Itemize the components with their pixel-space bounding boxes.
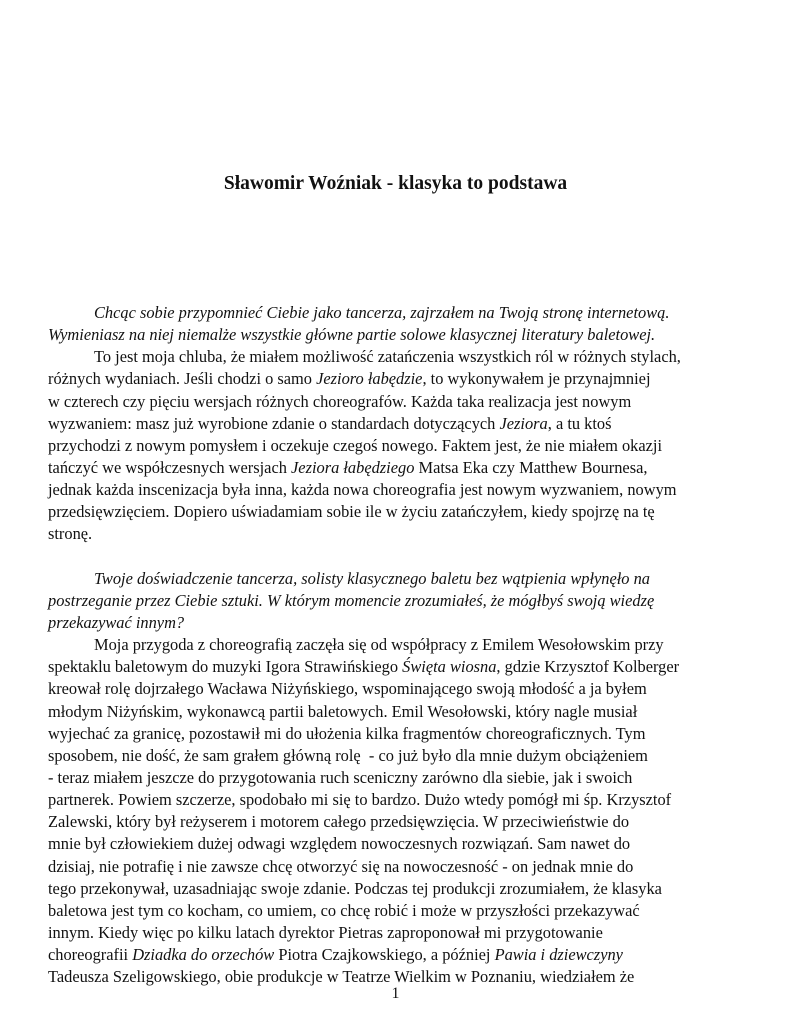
question-paragraph-1: [48, 302, 758, 346]
text-line: baletowa jest tym co kocham, co umiem, co chcę robić i może w przyszłości przekazywać: [48, 900, 640, 920]
text-line: jednak każda inscenizacja była inna, każda nowa choreografia jest nowym wyzwaniem, nowym: [48, 480, 677, 500]
text-line: mnie był człowiekiem dużej odwagi względem nowoczesnych rozwiązań. Sam nawet do: [48, 834, 631, 854]
page-number: 1: [391, 985, 400, 1002]
text-line: - teraz miałem jeszcze do przygotowania ruch sceniczny zarówno dla siebie, jak i swoich: [48, 767, 633, 787]
article-body: [48, 302, 758, 988]
text-line: Tadeusza Szeligowskiego, obie produkcje w Teatrze Wielkim w Poznaniu, wiedziałem że: [48, 967, 635, 987]
question-text: Twoje doświadczenie tancerza, solisty klasycznego baletu bez wątpienia wpłynęło na: [94, 568, 650, 588]
work-title: Jeziora łabędziego: [291, 457, 415, 477]
text-span: spektaklu baletowym do muzyki Igora Strawińskiego: [48, 657, 403, 677]
work-title: Święta wiosna: [402, 657, 497, 677]
text-line: dzisiaj, nie potrafię i nie zawsze chcę otworzyć się na nowoczesność - on jednak mnie do: [48, 856, 634, 876]
work-title: Jeziora: [499, 413, 548, 433]
text-line: sposobem, nie dość, że sam grałem główną rolę - co już było dla mnie dużym obciążeniem: [48, 745, 648, 765]
text-line: [48, 612, 758, 634]
text-line: Zalewski, który był reżyserem i motorem całego przedsięwzięcia. W przeciwieństwie do: [48, 812, 630, 832]
text-line: [48, 656, 758, 678]
text-line: [48, 302, 758, 324]
page-title: Sławomir Woźniak - klasyka to podstawa: [223, 173, 568, 194]
work-title: Jezioro łabędzie: [316, 369, 423, 389]
text-line: innym. Kiedy więc po kilku latach dyrektor Pietras zaproponował mi przygotowanie: [48, 922, 603, 942]
text-span: , gdzie Krzysztof Kolberger: [496, 657, 680, 677]
work-title: Pawia i dziewczyny: [494, 945, 623, 965]
text-line: [48, 324, 758, 346]
text-span: , to wykonywałem je przynajmniej: [422, 369, 651, 389]
question-text: Chcąc sobie przypomnieć Ciebie jako tancerza, zajrzałem na Twoją stronę internetową.: [94, 303, 670, 322]
text-span: Piotra Czajkowskiego, a później: [274, 945, 495, 965]
text-line: wyjechać za granicę, pozostawił mi do ułożenia kilka fragmentów choreograficznych. Tym: [48, 723, 646, 743]
text-line: kreował rolę dojrzałego Wacława Niżyńskiego, wspominającego swoją młodość a ja byłem: [48, 679, 647, 699]
text-line: [48, 368, 758, 390]
work-title: Dziadka do orzechów: [132, 945, 275, 965]
question-text: postrzeganie przez Ciebie sztuki. W którym momencie zrozumiałeś, że mógłbyś swoją wiedzę: [48, 590, 655, 610]
question-text: przekazywać innym?: [48, 612, 185, 632]
text-line: [48, 457, 758, 479]
answer-paragraph-1: [48, 346, 758, 545]
text-line: [48, 590, 758, 612]
text-span: tańczyć we współczesnych wersjach: [48, 457, 292, 477]
paragraph-spacer: [48, 546, 758, 568]
text-line: To jest moja chluba, że miałem możliwość zatańczenia wszystkich ról w różnych stylach,: [94, 347, 681, 367]
text-span: wyzwaniem: masz już wyrobione zdanie o standardach dotyczących: [48, 413, 500, 433]
text-span: różnych wydaniach. Jeśli chodzi o samo: [48, 369, 317, 389]
text-line: młodym Niżyńskim, wykonawcą partii baletowych. Emil Wesołowski, który nagle musiał: [48, 701, 638, 721]
text-line: przychodzi z nowym pomysłem i oczekuje czegoś nowego. Faktem jest, że nie miałem okazji: [48, 435, 663, 455]
text-line: partnerek. Powiem szczerze, spodobało mi się to bardzo. Dużo wtedy pomógł mi śp. Krzysztof: [48, 790, 672, 810]
text-line: stronę.: [48, 524, 93, 544]
text-line: w czterech czy pięciu wersjach różnych choreografów. Każda taka realizacja jest nowym: [48, 391, 632, 411]
text-line: [48, 944, 758, 966]
text-line: [48, 413, 758, 435]
text-line: przedsięwzięciem. Dopiero uświadamiam sobie ile w życiu zatańczyłem, kiedy spojrzę na tę: [48, 502, 655, 522]
answer-paragraph-2: [48, 634, 758, 988]
text-line: tego przekonywał, uzasadniając swoje zdanie. Podczas tej produkcji zrozumiałem, że klasyka: [48, 878, 662, 898]
text-span: choreografii: [48, 945, 133, 965]
text-line: Moja przygoda z choreografią zaczęła się od współpracy z Emilem Wesołowskim przy: [94, 635, 664, 655]
question-text: Wymieniasz na niej niemalże wszystkie główne partie solowe klasycznej literatury baletowej.: [48, 325, 656, 345]
question-paragraph-2: [48, 568, 758, 634]
text-span: Matsa Eka czy Matthew Bournesa,: [414, 457, 648, 477]
text-line: [48, 568, 758, 590]
text-span: , a tu ktoś: [547, 413, 612, 433]
